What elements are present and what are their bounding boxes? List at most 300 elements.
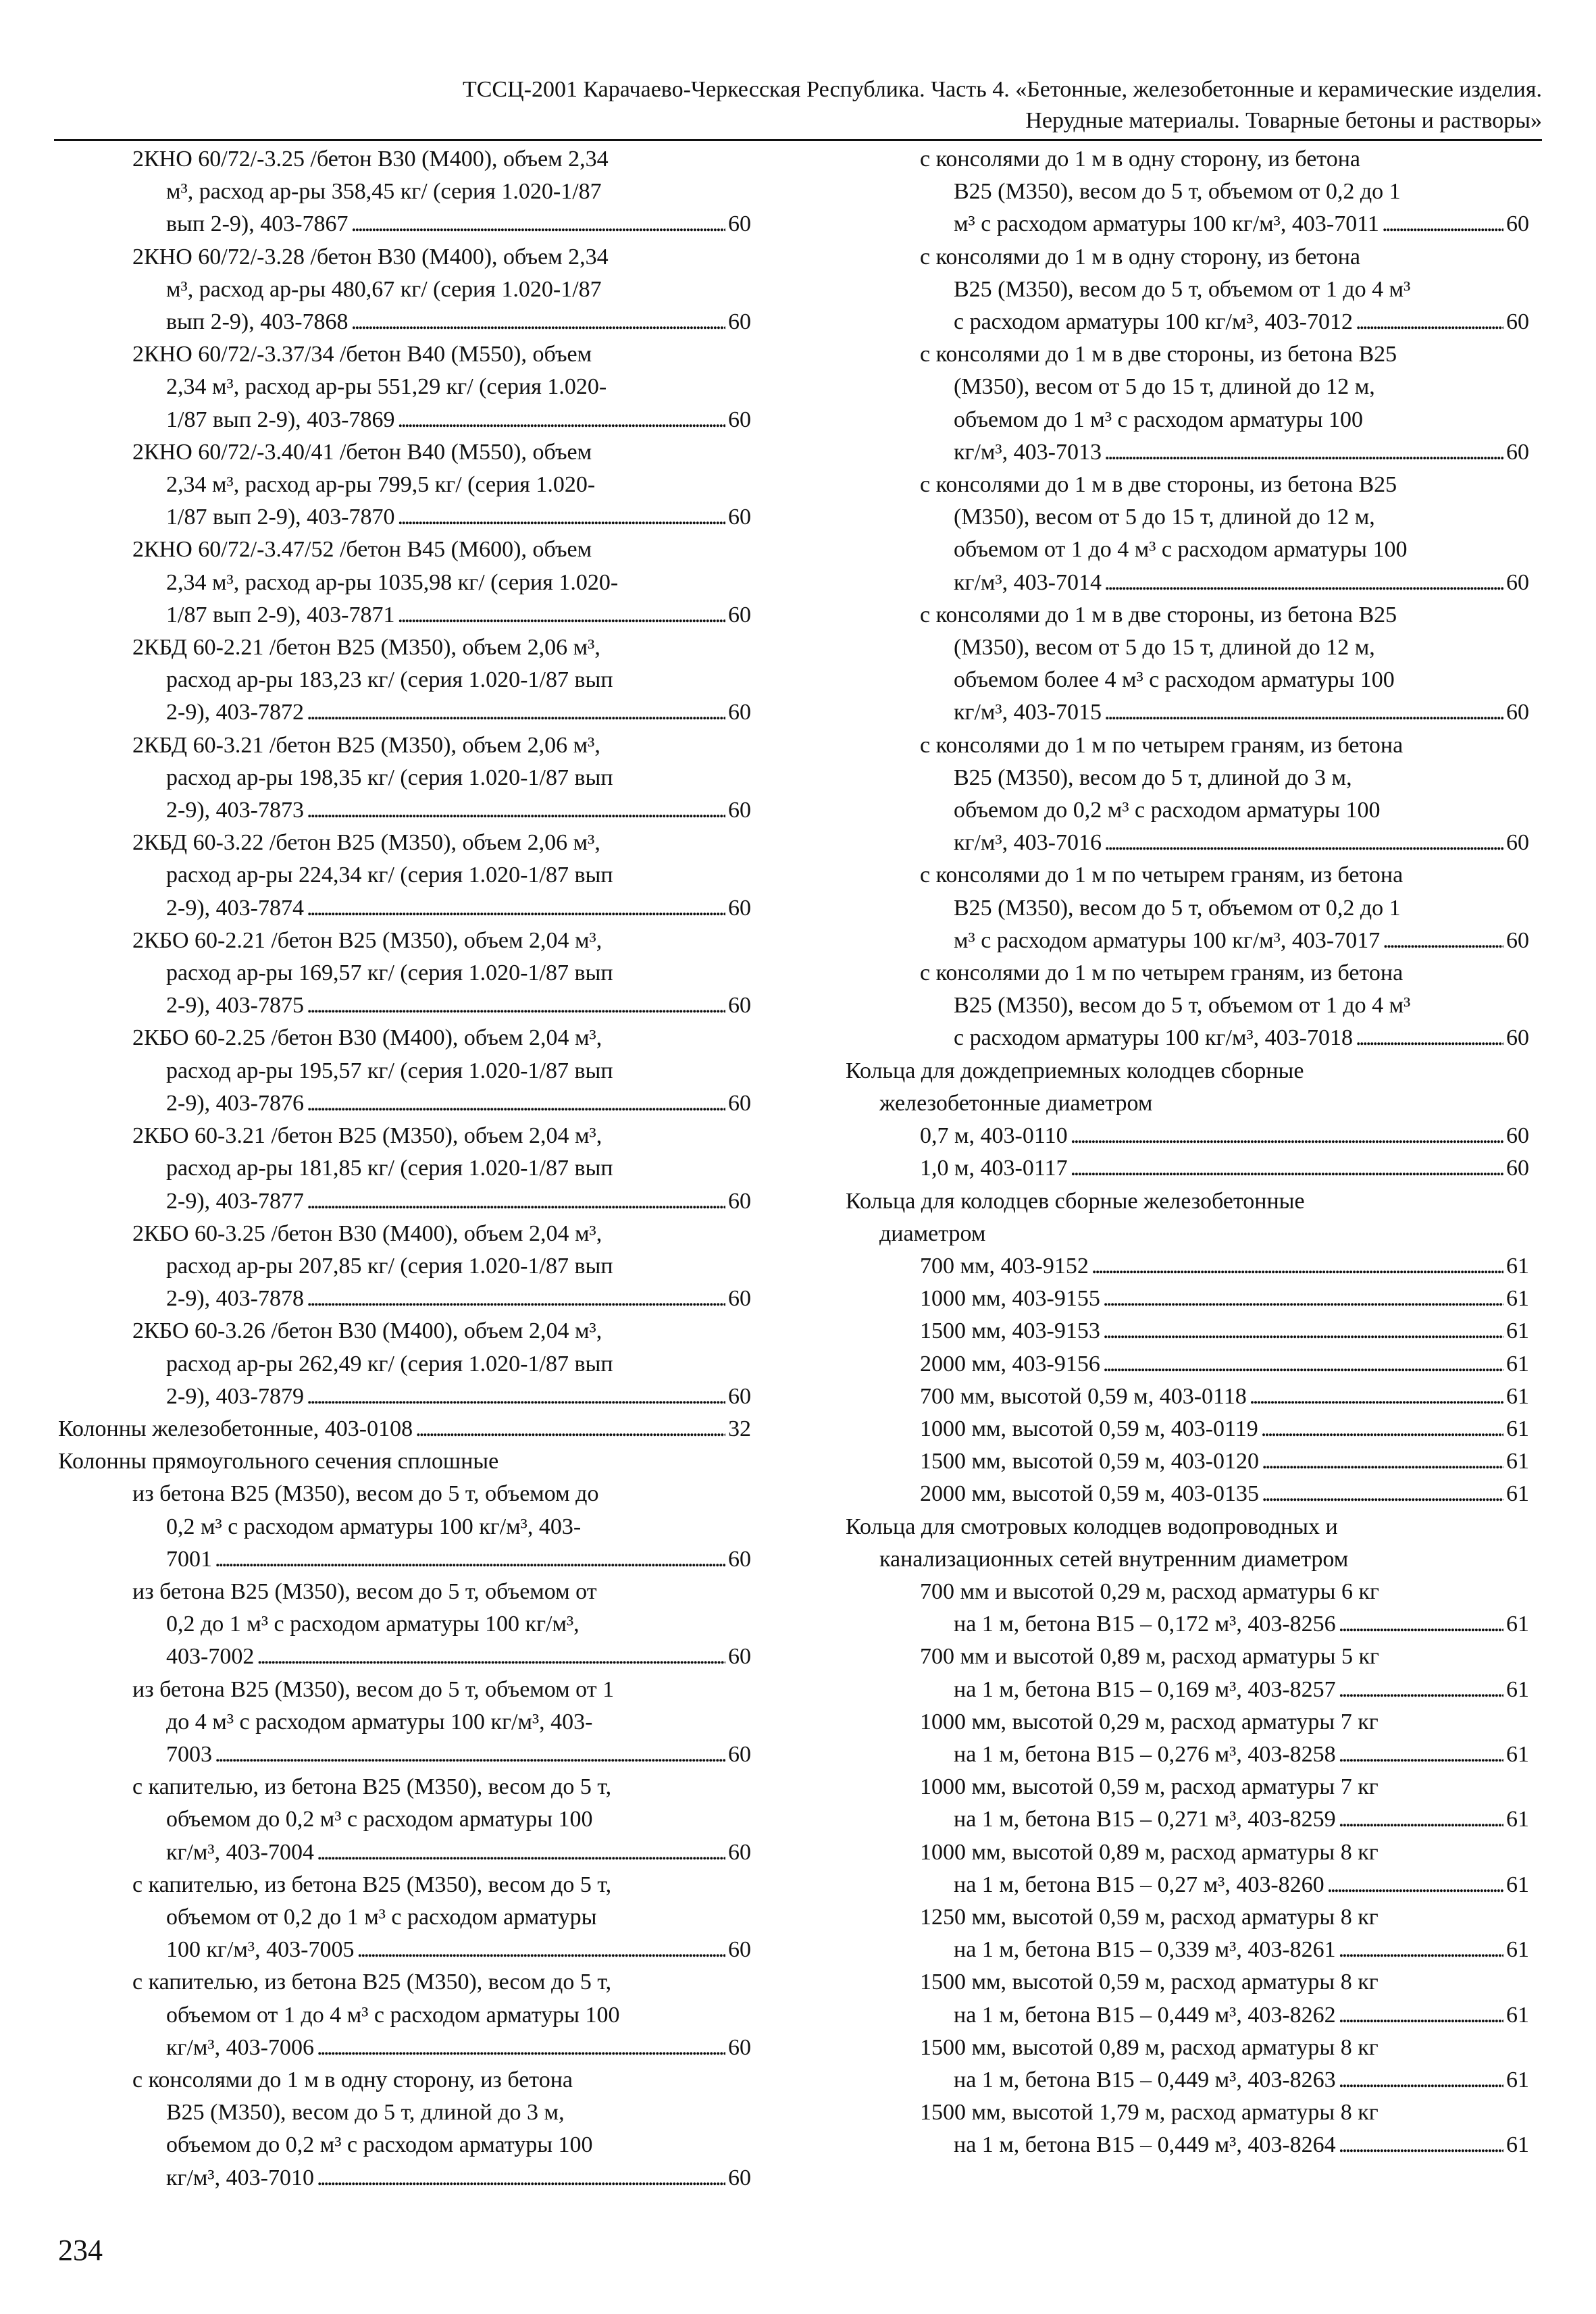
entry-line: с консолями до 1 м в одну сторону, из бетона [920, 147, 1360, 172]
entry-line: с консолями до 1 м в одну сторону, из бетона [920, 244, 1360, 269]
header-rule [54, 139, 1542, 141]
index-entry [58, 729, 751, 827]
index-entry [846, 1576, 1529, 1641]
entry-text: 1500 мм, высотой 0,59 м, 403-0120 [920, 1449, 1260, 1474]
entry-line: 2КБД 60-3.21 /бетон В25 (М350), объем 2,06 м³, [132, 732, 600, 758]
entry-line: с консолями до 1 м по четырем граням, из бетона [920, 960, 1404, 986]
entry-line [846, 1022, 1529, 1054]
entry-text: 1,0 м, 403-0117 [920, 1156, 1068, 1181]
entry-line: расход ар-ры 224,34 кг/ (серия 1.020-1/87 вып [166, 863, 613, 888]
entry-line: В25 (М350), весом до 5 т, объемом от 1 до 4 м³ [954, 276, 1411, 302]
index-entry [846, 1381, 1529, 1413]
dot-leader [1103, 1283, 1503, 1315]
entry-line: с консолями до 1 м в одну сторону, из бетона [132, 2067, 573, 2092]
entry-text: кг/м³, 403-7014 [954, 569, 1102, 595]
entry-line: 2КНО 60/72/-3.40/41 /бетон В40 (М550), объем [132, 439, 592, 465]
entry-line: 2КБО 60-3.26 /бетон В30 (М400), объем 2,04 м³, [132, 1318, 602, 1344]
entry-page-number: 60 [1506, 927, 1529, 953]
entry-line [58, 501, 751, 534]
entry-line [58, 892, 751, 925]
dot-leader [307, 1283, 725, 1315]
entry-page-number: 60 [728, 1644, 751, 1670]
entry-page-number: 60 [1506, 211, 1529, 237]
entry-line: В25 (М350), весом до 5 т, объемом от 0,2 до 1 [954, 895, 1401, 921]
entry-line [846, 1250, 1529, 1283]
entry-page-number: 61 [1506, 1286, 1529, 1312]
entry-text: кг/м³, 403-7016 [954, 830, 1102, 856]
dot-leader [1339, 1803, 1503, 1836]
index-entry [846, 338, 1529, 469]
entry-text: на 1 м, бетона В15 – 0,449 м³, 403-8262 [954, 2002, 1336, 2028]
entry-text: с расходом арматуры 100 кг/м³, 403-7018 [954, 1025, 1353, 1051]
dot-leader [307, 1381, 725, 1413]
dot-leader [1339, 1739, 1503, 1771]
index-entry [58, 241, 751, 339]
header-line-2: Нерудные материалы. Товарные бетоны и растворы» [1025, 108, 1542, 133]
entry-line [58, 1381, 751, 1413]
entry-line: объемом от 1 до 4 м³ с расходом арматуры 100 [166, 2002, 620, 2028]
entry-line: 2КБД 60-2.21 /бетон В25 (М350), объем 2,06 м³, [132, 635, 600, 661]
entry-line [58, 794, 751, 827]
entry-page-number: 60 [728, 798, 751, 823]
entry-page-number: 61 [1506, 1253, 1529, 1279]
entry-line: объемом до 0,2 м³ с расходом арматуры 100 [166, 2132, 593, 2158]
index-entry [846, 1120, 1529, 1152]
index-entry [846, 1315, 1529, 1347]
entry-text: кг/м³, 403-7004 [166, 1839, 314, 1865]
entry-text: 100 кг/м³, 403-7005 [166, 1937, 355, 1963]
entry-text: 2-9), 403-7878 [166, 1286, 304, 1312]
dot-leader [1104, 567, 1503, 599]
dot-leader [1356, 306, 1503, 338]
dot-leader [398, 404, 725, 436]
index-entry [846, 1185, 1529, 1250]
entry-line [58, 989, 751, 1022]
dot-leader [215, 1739, 725, 1771]
entry-page-number: 61 [1506, 2132, 1529, 2158]
entry-line: объемом от 1 до 4 м³ с расходом арматуры 100 [954, 537, 1408, 563]
entry-page-number: 60 [728, 1188, 751, 1214]
entry-text: 7001 [166, 1546, 212, 1572]
entry-line [846, 827, 1529, 859]
entry-page-number: 61 [1506, 1383, 1529, 1409]
entry-line: расход ар-ры 207,85 кг/ (серия 1.020-1/87 вып [166, 1253, 613, 1279]
entry-line: с капителью, из бетона В25 (М350), весом до 5 т, [132, 1872, 612, 1897]
index-entry [58, 827, 751, 925]
entry-page-number: 60 [728, 1090, 751, 1116]
index-entry [846, 2097, 1529, 2161]
dot-leader [1261, 1413, 1503, 1445]
entry-page-number: 60 [728, 700, 751, 725]
dot-leader [1327, 1869, 1503, 1901]
entry-line: 2КБО 60-2.25 /бетон В30 (М400), объем 2,04 м³, [132, 1025, 602, 1051]
index-column-right [846, 143, 1529, 2162]
entry-page-number: 60 [728, 309, 751, 335]
entry-line [846, 1445, 1529, 1478]
dot-leader [307, 989, 725, 1022]
dot-leader [1104, 696, 1503, 729]
index-entry [58, 1771, 751, 1869]
entry-page-number: 61 [1506, 1416, 1529, 1441]
entry-line: из бетона В25 (М350), весом до 5 т, объемом от 1 [132, 1676, 615, 1702]
entry-line [846, 1934, 1529, 1966]
index-entry [846, 957, 1529, 1055]
entry-text: 2-9), 403-7875 [166, 993, 304, 1019]
entry-page-number: 60 [1506, 1123, 1529, 1149]
entry-text: кг/м³, 403-7010 [166, 2165, 314, 2190]
entry-text: кг/м³, 403-7015 [954, 700, 1102, 725]
dot-leader [1104, 436, 1503, 469]
entry-text: 7003 [166, 1741, 212, 1767]
entry-line: 1500 мм, высотой 1,79 м, расход арматуры 8 кг [920, 2100, 1379, 2126]
index-entry [846, 241, 1529, 339]
dot-leader [357, 1934, 725, 1966]
index-entry [58, 143, 751, 241]
entry-text: на 1 м, бетона В15 – 0,339 м³, 403-8261 [954, 1937, 1336, 1963]
entry-text: Колонны железобетонные, 403-0108 [58, 1416, 413, 1441]
entry-line: (М350), весом от 5 до 15 т, длиной до 12 м, [954, 505, 1375, 530]
entry-line: Колонны прямоугольного сечения сплошные [58, 1449, 499, 1474]
entry-line: из бетона В25 (М350), весом до 5 т, объемом от [132, 1578, 597, 1604]
dot-leader [1383, 925, 1503, 957]
entry-line: Кольца для дождеприемных колодцев сборные [846, 1058, 1304, 1083]
dot-leader [317, 2032, 725, 2064]
entry-page-number: 61 [1506, 2002, 1529, 2028]
dot-leader [1071, 1120, 1503, 1152]
entry-page-number: 61 [1506, 1318, 1529, 1344]
index-entry [58, 534, 751, 632]
dot-leader [317, 1836, 725, 1869]
entry-line: м³, расход ар-ры 480,67 кг/ (серия 1.020-1/87 [166, 276, 602, 302]
page-number: 234 [58, 2234, 103, 2267]
entry-page-number: 61 [1506, 2067, 1529, 2092]
index-entry [58, 1120, 751, 1218]
index-entry [58, 925, 751, 1023]
entry-line: 0,2 м³ с расходом арматуры 100 кг/м³, 403- [166, 1514, 582, 1539]
index-entry [58, 436, 751, 534]
dot-leader [1091, 1250, 1503, 1283]
entry-page-number: 60 [1506, 1025, 1529, 1051]
entry-line [846, 1803, 1529, 1836]
entry-line: расход ар-ры 169,57 кг/ (серия 1.020-1/87 вып [166, 960, 613, 986]
entry-page-number: 60 [728, 211, 751, 237]
index-entry [846, 1836, 1529, 1901]
index-entry [846, 143, 1529, 241]
index-entry [846, 1771, 1529, 1836]
entry-line: с консолями до 1 м по четырем граням, из бетона [920, 863, 1404, 888]
entry-page-number: 60 [1506, 1156, 1529, 1181]
dot-leader [1339, 1674, 1503, 1706]
index-entry [846, 1641, 1529, 1705]
entry-line [846, 306, 1529, 338]
index-entry [58, 1478, 751, 1576]
entry-page-number: 61 [1506, 1351, 1529, 1377]
entry-page-number: 60 [728, 407, 751, 432]
entry-page-number: 60 [1506, 439, 1529, 465]
entry-line [58, 1934, 751, 1966]
entry-page-number: 60 [1506, 309, 1529, 335]
entry-line: 1500 мм, высотой 0,59 м, расход арматуры 8 кг [920, 1970, 1379, 1995]
entry-line: 2,34 м³, расход ар-ры 799,5 кг/ (серия 1.020- [166, 472, 596, 498]
entry-line: 1000 мм, высотой 0,89 м, расход арматуры 8 кг [920, 1839, 1379, 1865]
entry-line [846, 2129, 1529, 2161]
entry-line [846, 436, 1529, 469]
dot-leader [398, 501, 725, 534]
entry-line [846, 2064, 1529, 2097]
index-entry [58, 2064, 751, 2194]
index-entry [846, 859, 1529, 957]
entry-line: В25 (М350), весом до 5 т, объемом от 1 до 4 м³ [954, 993, 1411, 1019]
entry-line: 700 мм и высотой 0,89 м, расход арматуры 5 кг [920, 1644, 1379, 1670]
entry-line: 2КБО 60-2.21 /бетон В25 (М350), объем 2,04 м³, [132, 927, 602, 953]
entry-text: вып 2-9), 403-7868 [166, 309, 349, 335]
index-entry [846, 1511, 1529, 1576]
dot-leader [415, 1413, 725, 1445]
entry-line [58, 1836, 751, 1869]
dot-leader [351, 306, 725, 338]
entry-page-number: 60 [728, 1286, 751, 1312]
index-column-left [58, 143, 751, 2194]
dot-leader [1356, 1022, 1503, 1054]
entry-line [846, 1381, 1529, 1413]
dot-leader [1103, 1348, 1503, 1381]
entry-line: 1000 мм, высотой 0,59 м, расход арматуры 7 кг [920, 1774, 1379, 1800]
entry-line [846, 1315, 1529, 1347]
entry-line [58, 1283, 751, 1315]
entry-line [58, 208, 751, 240]
entry-line [58, 696, 751, 729]
entry-line: диаметром [879, 1220, 986, 1246]
running-header [54, 74, 1542, 136]
entry-text: 1/87 вып 2-9), 403-7870 [166, 505, 395, 530]
entry-line [846, 1674, 1529, 1706]
index-entry [846, 1055, 1529, 1120]
entry-page-number: 61 [1506, 1807, 1529, 1832]
dot-leader [1382, 208, 1503, 240]
entry-text: 700 мм, 403-9152 [920, 1253, 1089, 1279]
dot-leader [1103, 1315, 1503, 1347]
entry-page-number: 60 [728, 993, 751, 1019]
entry-line [58, 306, 751, 338]
entry-line [846, 1120, 1529, 1152]
entry-page-number: 61 [1506, 1937, 1529, 1963]
entry-text: 2-9), 403-7877 [166, 1188, 304, 1214]
entry-page-number: 60 [728, 2165, 751, 2190]
dot-leader [351, 208, 725, 240]
index-entry [846, 1445, 1529, 1478]
index-entry [58, 1315, 751, 1413]
entry-text: м³ с расходом арматуры 100 кг/м³, 403-7011 [954, 211, 1379, 237]
entry-line: с консолями до 1 м в две стороны, из бетона В25 [920, 342, 1397, 367]
entry-line [846, 1608, 1529, 1641]
entry-line [58, 1641, 751, 1673]
entry-line: объемом более 4 м³ с расходом арматуры 100 [954, 667, 1395, 693]
entry-page-number: 60 [728, 505, 751, 530]
entry-line: железобетонные диаметром [879, 1090, 1153, 1116]
entry-line: 1000 мм, высотой 0,29 м, расход арматуры 7 кг [920, 1709, 1379, 1734]
entry-line [58, 404, 751, 436]
entry-text: 700 мм, высотой 0,59 м, 403-0118 [920, 1383, 1247, 1409]
index-entry [846, 1250, 1529, 1283]
dot-leader [307, 794, 725, 827]
entry-text: 2-9), 403-7876 [166, 1090, 304, 1116]
entry-page-number: 60 [728, 2034, 751, 2060]
entry-page-number: 60 [728, 1839, 751, 1865]
entry-line: расход ар-ры 262,49 кг/ (серия 1.020-1/87 вып [166, 1351, 613, 1377]
index-entry [846, 1966, 1529, 2031]
index-entry [58, 1966, 751, 2064]
entry-text: 0,7 м, 403-0110 [920, 1123, 1068, 1149]
entry-text: кг/м³, 403-7013 [954, 439, 1102, 465]
entry-line [846, 1152, 1529, 1185]
entry-text: на 1 м, бетона В15 – 0,172 м³, 403-8256 [954, 1612, 1336, 1637]
entry-page-number: 61 [1506, 1612, 1529, 1637]
entry-text: вып 2-9), 403-7867 [166, 211, 349, 237]
entry-line: расход ар-ры 181,85 кг/ (серия 1.020-1/87 вып [166, 1156, 613, 1181]
entry-line: В25 (М350), весом до 5 т, объемом от 0,2 до 1 [954, 179, 1401, 205]
entry-line: (М350), весом от 5 до 15 т, длиной до 12 м, [954, 374, 1375, 400]
entry-line: м³, расход ар-ры 358,45 кг/ (серия 1.020-1/87 [166, 179, 602, 205]
entry-text: м³ с расходом арматуры 100 кг/м³, 403-7017 [954, 927, 1381, 953]
entry-line: 2КБО 60-3.25 /бетон В30 (М400), объем 2,04 м³, [132, 1220, 602, 1246]
entry-text: 2000 мм, высотой 0,59 м, 403-0135 [920, 1481, 1260, 1507]
index-entry [58, 1413, 751, 1445]
index-entry [846, 599, 1529, 729]
index-entry [846, 1152, 1529, 1185]
entry-line [846, 567, 1529, 599]
dot-leader [1339, 2064, 1503, 2097]
entry-line [58, 1739, 751, 1771]
dot-leader [1104, 827, 1503, 859]
entry-line [58, 1185, 751, 1218]
index-entry [58, 338, 751, 436]
entry-line: с консолями до 1 м в две стороны, из бетона В25 [920, 472, 1397, 498]
entry-line [846, 696, 1529, 729]
entry-line: объемом до 1 м³ с расходом арматуры 100 [954, 407, 1364, 432]
dot-leader [398, 599, 725, 632]
entry-line [58, 1543, 751, 1576]
entry-text: на 1 м, бетона В15 – 0,276 м³, 403-8258 [954, 1741, 1336, 1767]
entry-page-number: 60 [728, 1383, 751, 1409]
entry-line: до 4 м³ с расходом арматуры 100 кг/м³, 403- [166, 1709, 593, 1734]
entry-line: объемом от 0,2 до 1 м³ с расходом арматуры [166, 1904, 597, 1930]
index-entry [58, 1576, 751, 1674]
entry-line [58, 2162, 751, 2194]
entry-line: расход ар-ры 183,23 кг/ (серия 1.020-1/87 вып [166, 667, 613, 693]
dot-leader [1262, 1478, 1503, 1510]
entry-page-number: 60 [728, 1741, 751, 1767]
entry-line: 700 мм и высотой 0,29 м, расход арматуры 6 кг [920, 1578, 1379, 1604]
entry-text: 1/87 вып 2-9), 403-7869 [166, 407, 395, 432]
dot-leader [317, 2162, 725, 2194]
entry-line: расход ар-ры 198,35 кг/ (серия 1.020-1/87 вып [166, 765, 613, 790]
entry-page-number: 60 [728, 1546, 751, 1572]
entry-line [846, 1869, 1529, 1901]
entry-text: с расходом арматуры 100 кг/м³, 403-7012 [954, 309, 1353, 335]
entry-line: 2КБО 60-3.21 /бетон В25 (М350), объем 2,04 м³, [132, 1123, 602, 1149]
entry-line: 1500 мм, высотой 0,89 м, расход арматуры 8 кг [920, 2034, 1379, 2060]
index-entry [846, 729, 1529, 860]
entry-line [846, 1413, 1529, 1445]
entry-text: 2-9), 403-7873 [166, 798, 304, 823]
entry-page-number: 60 [1506, 569, 1529, 595]
entry-text: 2-9), 403-7874 [166, 895, 304, 921]
dot-leader [307, 892, 725, 925]
dot-leader [307, 1185, 725, 1218]
entry-page-number: 61 [1506, 1449, 1529, 1474]
entry-line: 2КБД 60-3.22 /бетон В25 (М350), объем 2,06 м³, [132, 830, 600, 856]
entry-page-number: 61 [1506, 1676, 1529, 1702]
entry-line [846, 1478, 1529, 1510]
entry-line: канализационных сетей внутренним диаметром [879, 1546, 1349, 1572]
entry-text: 2000 мм, 403-9156 [920, 1351, 1100, 1377]
entry-line: Кольца для смотровых колодцев водопроводных и [846, 1514, 1338, 1539]
entry-page-number: 60 [728, 895, 751, 921]
entry-line: с капителью, из бетона В25 (М350), весом до 5 т, [132, 1774, 612, 1800]
entry-page-number: 61 [1506, 1481, 1529, 1507]
entry-line [846, 1283, 1529, 1315]
index-entry [58, 1218, 751, 1316]
dot-leader [257, 1641, 725, 1673]
entry-text: 1000 мм, 403-9155 [920, 1286, 1100, 1312]
entry-line [58, 2032, 751, 2064]
dot-leader [1339, 1999, 1503, 2032]
index-entry [846, 1413, 1529, 1445]
entry-text: кг/м³, 403-7006 [166, 2034, 314, 2060]
entry-text: на 1 м, бетона В15 – 0,449 м³, 403-8263 [954, 2067, 1336, 2092]
entry-text: 1/87 вып 2-9), 403-7871 [166, 602, 395, 627]
dot-leader [1339, 2129, 1503, 2161]
dot-leader [1262, 1445, 1503, 1478]
index-entry [846, 1348, 1529, 1381]
index-entry [846, 2032, 1529, 2097]
entry-line [58, 1413, 751, 1445]
entry-line [846, 1348, 1529, 1381]
entry-page-number: 61 [1506, 1872, 1529, 1897]
dot-leader [1339, 1934, 1503, 1966]
index-entry [846, 1706, 1529, 1771]
entry-page-number: 32 [728, 1416, 751, 1441]
dot-leader [1339, 1608, 1503, 1641]
entry-line: объемом до 0,2 м³ с расходом арматуры 100 [166, 1807, 593, 1832]
entry-line: 2КНО 60/72/-3.37/34 /бетон В40 (М550), объем [132, 342, 592, 367]
entry-line: объемом до 0,2 м³ с расходом арматуры 100 [954, 798, 1381, 823]
entry-line [846, 208, 1529, 240]
entry-line: (М350), весом от 5 до 15 т, длиной до 12 м, [954, 635, 1375, 661]
entry-text: 403-7002 [166, 1644, 255, 1670]
index-entry [58, 1869, 751, 1967]
index-entry [846, 1478, 1529, 1510]
entry-text: 1000 мм, высотой 0,59 м, 403-0119 [920, 1416, 1258, 1441]
entry-text: 1500 мм, 403-9153 [920, 1318, 1100, 1344]
entry-line: 2,34 м³, расход ар-ры 551,29 кг/ (серия 1.020- [166, 374, 607, 400]
index-entry [846, 469, 1529, 599]
dot-leader [1250, 1381, 1503, 1413]
entry-text: на 1 м, бетона В15 – 0,27 м³, 403-8260 [954, 1872, 1324, 1897]
header-line-1: ТССЦ-2001 Карачаево-Черкесская Республика. Часть 4. «Бетонные, железобетонные и керамические изделия. [462, 77, 1542, 102]
entry-line: расход ар-ры 195,57 кг/ (серия 1.020-1/87 вып [166, 1058, 613, 1083]
entry-page-number: 60 [728, 1937, 751, 1963]
entry-text: на 1 м, бетона В15 – 0,449 м³, 403-8264 [954, 2132, 1336, 2158]
dot-leader [215, 1543, 725, 1576]
entry-line [846, 925, 1529, 957]
entry-line: 2КНО 60/72/-3.28 /бетон В30 (М400), объем 2,34 [132, 244, 609, 269]
index-entry [846, 1901, 1529, 1966]
entry-line [846, 1999, 1529, 2032]
entry-line [58, 1087, 751, 1120]
dot-leader [307, 696, 725, 729]
entry-page-number: 61 [1506, 1741, 1529, 1767]
